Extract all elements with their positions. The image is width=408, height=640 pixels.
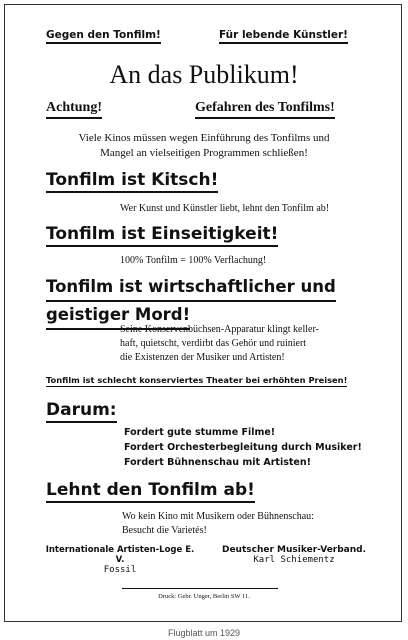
- signature-left: [40, 545, 200, 575]
- lehnt-ab-text: [122, 510, 314, 538]
- mord-text-line-2: haft, quietscht, verdirbt das Gehör und ruiniert: [120, 338, 307, 349]
- lehnt-ab-line-2: Besucht die Varietés!: [122, 525, 207, 536]
- caption: Flugblatt um 1929: [167, 628, 241, 638]
- heading-mord-line-2: geistiger Mord!: [46, 302, 190, 330]
- einseitigkeit-text: 100% Tonfilm = 100% Verflachung!: [120, 255, 267, 266]
- page-title: An das Publikum!: [109, 60, 299, 89]
- lehnt-ab-line-1: Wo kein Kino mit Musikern oder Bühnenschau:: [122, 511, 314, 522]
- heading-lehnt-ab: Lehnt den Tonfilm ab!: [46, 480, 255, 503]
- signature-left-name: Fossil: [103, 565, 137, 575]
- top-right-slogan: Für lebende Künstler!: [219, 29, 348, 44]
- intro-line-1: Viele Kinos müssen wegen Einführung des Tonfilms und: [78, 132, 330, 144]
- heading-einseitigkeit: Tonfilm ist Einseitigkeit!: [46, 224, 278, 247]
- demands-list: [124, 425, 362, 470]
- kitsch-text: Wer Kunst und Künstler liebt, lehnt den Tonfilm ab!: [120, 203, 330, 214]
- intro-line-2: Mangel an vielseitigen Programmen schließen!: [100, 147, 308, 159]
- subtitle-right: Gefahren des Tonfilms!: [195, 100, 335, 119]
- signature-right: [214, 545, 374, 565]
- top-left-slogan: Gegen den Tonfilm!: [46, 29, 161, 44]
- signature-right-name: Karl Schiementz: [253, 555, 335, 565]
- demand-item: Fordert Orchesterbegleitung durch Musiker!: [124, 442, 362, 453]
- subtitle-left: Achtung!: [46, 100, 102, 119]
- heading-darum: Darum:: [46, 400, 117, 423]
- mord-text-line-1: Seine Konservenbüchsen-Apparatur klingt keller-: [120, 324, 319, 335]
- slogan-line: Tonfilm ist schlecht konserviertes Theater bei erhöhten Preisen!: [46, 375, 348, 385]
- printer-credit: Druck: Gebr. Unger, Berlin SW 11.: [158, 593, 250, 600]
- heading-mord: [46, 274, 336, 330]
- intro-text: [30, 131, 378, 161]
- demand-item: Fordert gute stumme Filme!: [124, 427, 276, 438]
- signature-right-org: Deutscher Musiker-Verband.: [221, 545, 367, 555]
- mord-text: [120, 323, 319, 365]
- heading-mord-line-1: Tonfilm ist wirtschaftlicher und: [46, 274, 336, 302]
- mord-text-line-3: die Existenzen der Musiker und Artisten!: [120, 352, 285, 363]
- demand-item: Fordert Bühnenschau mit Artisten!: [124, 457, 311, 468]
- signature-left-org: Internationale Artisten-Loge E. V.: [45, 545, 195, 565]
- printer-divider: [122, 588, 278, 589]
- heading-kitsch: Tonfilm ist Kitsch!: [46, 170, 218, 193]
